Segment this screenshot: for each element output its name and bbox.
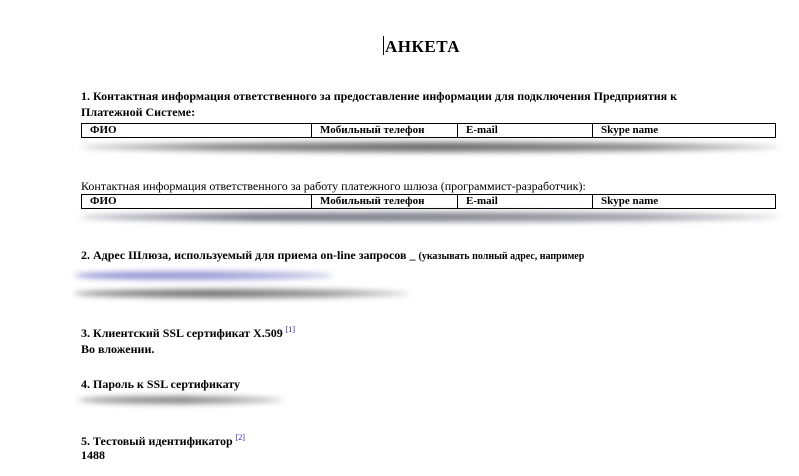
section5-heading-text: 5. Тестовый идентификатор (81, 434, 233, 448)
column-header-email: E-mail (458, 195, 593, 209)
section1-heading-line1: 1. Контактная информация ответственного за предоставление информации для подключения Предприятия к (81, 89, 678, 103)
column-header-email: E-mail (458, 124, 593, 138)
redacted-address-line-2 (74, 289, 409, 298)
column-header-skype: Skype name (593, 195, 776, 209)
section1-heading-line2: Платежной Системе: (81, 105, 196, 119)
section5-heading (81, 430, 245, 449)
redacted-row-2 (80, 212, 780, 222)
section1-heading (81, 88, 677, 120)
section2-heading (81, 247, 584, 265)
column-header-mobile: Мобильный телефон (312, 124, 458, 138)
contact-table-2 (81, 194, 776, 209)
table-header-row (82, 195, 776, 209)
section3-heading-text: 3. Клиентский SSL сертификат X.509 (81, 326, 283, 340)
footnote-link-1[interactable]: [1] (285, 325, 296, 334)
redacted-address-line-1 (74, 271, 334, 280)
section3-value: Во вложении. (81, 342, 155, 356)
document-title: АНКЕТА (385, 37, 460, 56)
section3-heading (81, 322, 295, 341)
column-header-fio: ФИО (82, 124, 312, 138)
section5-value: 1488 (81, 448, 105, 462)
section2-heading-text: 2. Адрес Шлюза, используемый для приема on-line запросов _ (81, 248, 416, 262)
table-header-row (82, 124, 776, 138)
text-caret (383, 36, 384, 55)
column-header-mobile: Мобильный телефон (312, 195, 458, 209)
contact-table-1 (81, 123, 776, 138)
section1b-heading: Контактная информация ответственного за работу платежного шлюза (программист-разработчик): (81, 179, 586, 193)
redacted-row-1 (80, 142, 780, 152)
section4-heading: 4. Пароль к SSL сертификату (81, 377, 241, 391)
column-header-skype: Skype name (593, 124, 776, 138)
section2-note: (указывать полный адрес, например (418, 251, 585, 262)
footnote-link-2[interactable]: [2] (235, 433, 245, 442)
redacted-password (78, 396, 283, 404)
column-header-fio: ФИО (82, 195, 312, 209)
